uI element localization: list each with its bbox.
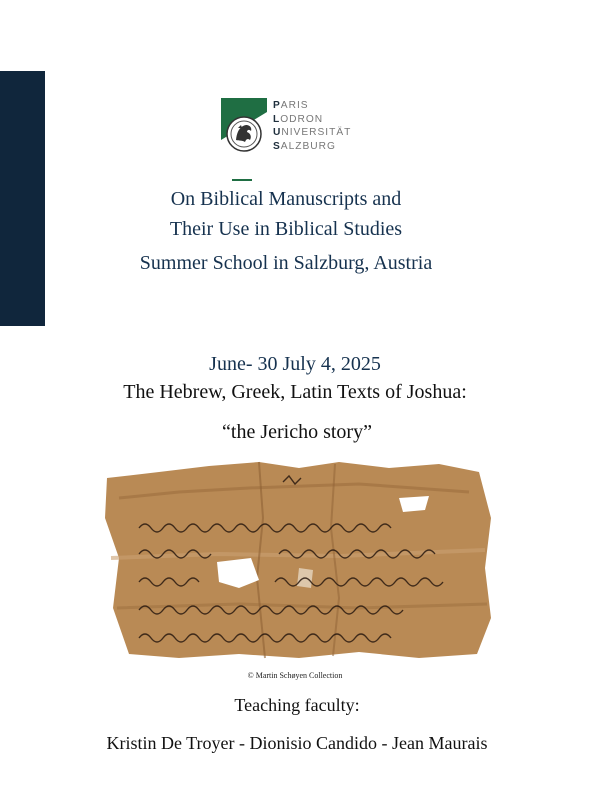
course-topic: “the Jericho story” <box>222 421 372 443</box>
event-dates: June- 30 July 4, 2025 <box>209 353 381 375</box>
university-name: PARIS LODRON UNIVERSITÄT SALZBURG <box>273 100 352 152</box>
accent-rule <box>232 179 252 181</box>
faculty-heading: Teaching faculty: <box>234 695 360 715</box>
papyrus-manuscript-image <box>99 458 496 660</box>
university-seal-icon <box>221 98 267 156</box>
faculty-names: Kristin De Troyer - Dionisio Candido - Jean Maurais <box>106 733 488 753</box>
heading-line-3: Summer School in Salzburg, Austria <box>139 252 433 274</box>
university-logo <box>221 98 361 156</box>
heading-line-2: Their Use in Biblical Studies <box>169 218 403 240</box>
heading-line-1: On Biblical Manuscripts and <box>170 188 402 210</box>
image-credit: © Martin Schøyen Collection <box>247 671 343 680</box>
course-subtitle: The Hebrew, Greek, Latin Texts of Joshua: <box>123 381 467 403</box>
